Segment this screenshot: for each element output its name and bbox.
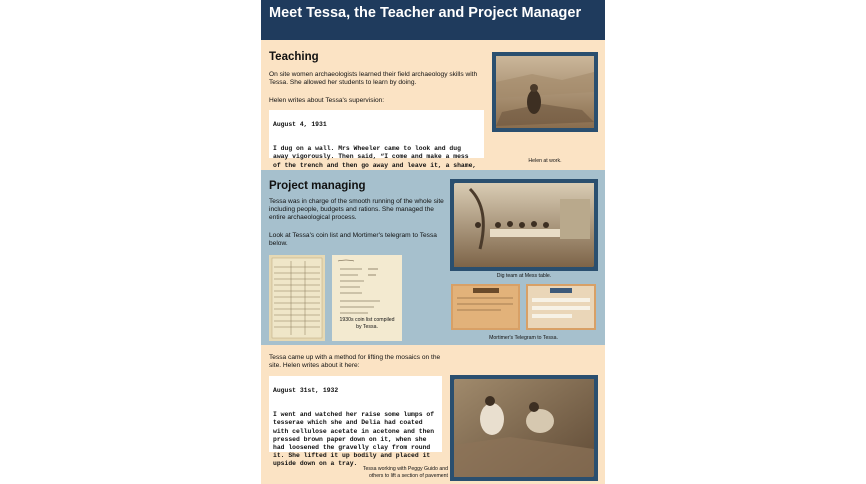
lifting-photo-caption: Tessa working with Peggy Guido and others to lift a section of pavement <box>362 466 448 479</box>
telegram-right <box>526 284 596 330</box>
teaching-intro: On site women archaeologists learned their field archaeology skills with Tessa. She allowed her students to learn by doing. <box>269 71 478 87</box>
project-heading: Project managing <box>269 180 366 192</box>
coin-list-caption: 1930s coin list compiled by Tessa. <box>339 317 395 330</box>
dig-team-mess-photo <box>450 179 598 271</box>
lifting-pavement-photo <box>450 375 598 481</box>
mosaic-intro: Tessa came up with a method for lifting the mosaics on the site. Helen writes about it here: <box>269 354 441 370</box>
helen-photo-caption: Helen at work. <box>528 158 562 164</box>
diary-body: I dug on a wall. Mrs Wheeler came to look and dug away vigorously. Then said, “I come and make a mess of the trench and then go away and leave it, a shame, <box>273 145 477 169</box>
photo-corner-icon <box>590 124 598 132</box>
project-section <box>261 170 605 345</box>
coin-list-page-2 <box>332 255 402 341</box>
telegram-caption: Mortimer's Telegram to Tessa. <box>489 335 558 341</box>
photo-corner-icon <box>589 472 598 481</box>
photo-corner-icon <box>589 262 598 271</box>
page-title: Meet Tessa, the Teacher and Project Manager <box>269 5 582 21</box>
dig-team-caption: Dig team at Mess table. <box>496 273 552 279</box>
teaching-heading: Teaching <box>269 51 319 63</box>
coin-list-page-1 <box>269 255 325 341</box>
teaching-quote-intro: Helen writes about Tessa's supervision: <box>269 97 385 104</box>
exhibit-panel <box>261 0 605 484</box>
teaching-section <box>261 40 605 170</box>
diary-date: August 31st, 1932 <box>273 387 339 395</box>
project-look: Look at Tessa's coin list and Mortimer's telegram to Tessa below. <box>269 232 437 248</box>
page-header <box>261 0 605 40</box>
helen-at-work-photo <box>492 52 598 132</box>
teaching-diary-entry <box>269 110 484 169</box>
project-intro: Tessa was in charge of the smooth running of the whole site including people, budgets and rations. She managed the entire archaeological process. <box>269 198 444 222</box>
diary-body: I went and watched her raise some lumps of tesserae which she and Delia had coated with cellulose acetate in acetone and then pressed brown paper down on it, when she had loosened the gravelly clay from round it. She lifted it up bodily and placed it upside down on a tray. <box>273 411 435 467</box>
photo-corner-icon <box>450 179 459 188</box>
telegram-left <box>451 284 520 330</box>
photo-corner-icon <box>450 375 459 384</box>
photo-corner-icon <box>492 52 500 60</box>
mosaic-diary-entry <box>269 376 442 467</box>
mosaic-section <box>261 345 605 484</box>
diary-date: August 4, 1931 <box>273 121 327 129</box>
